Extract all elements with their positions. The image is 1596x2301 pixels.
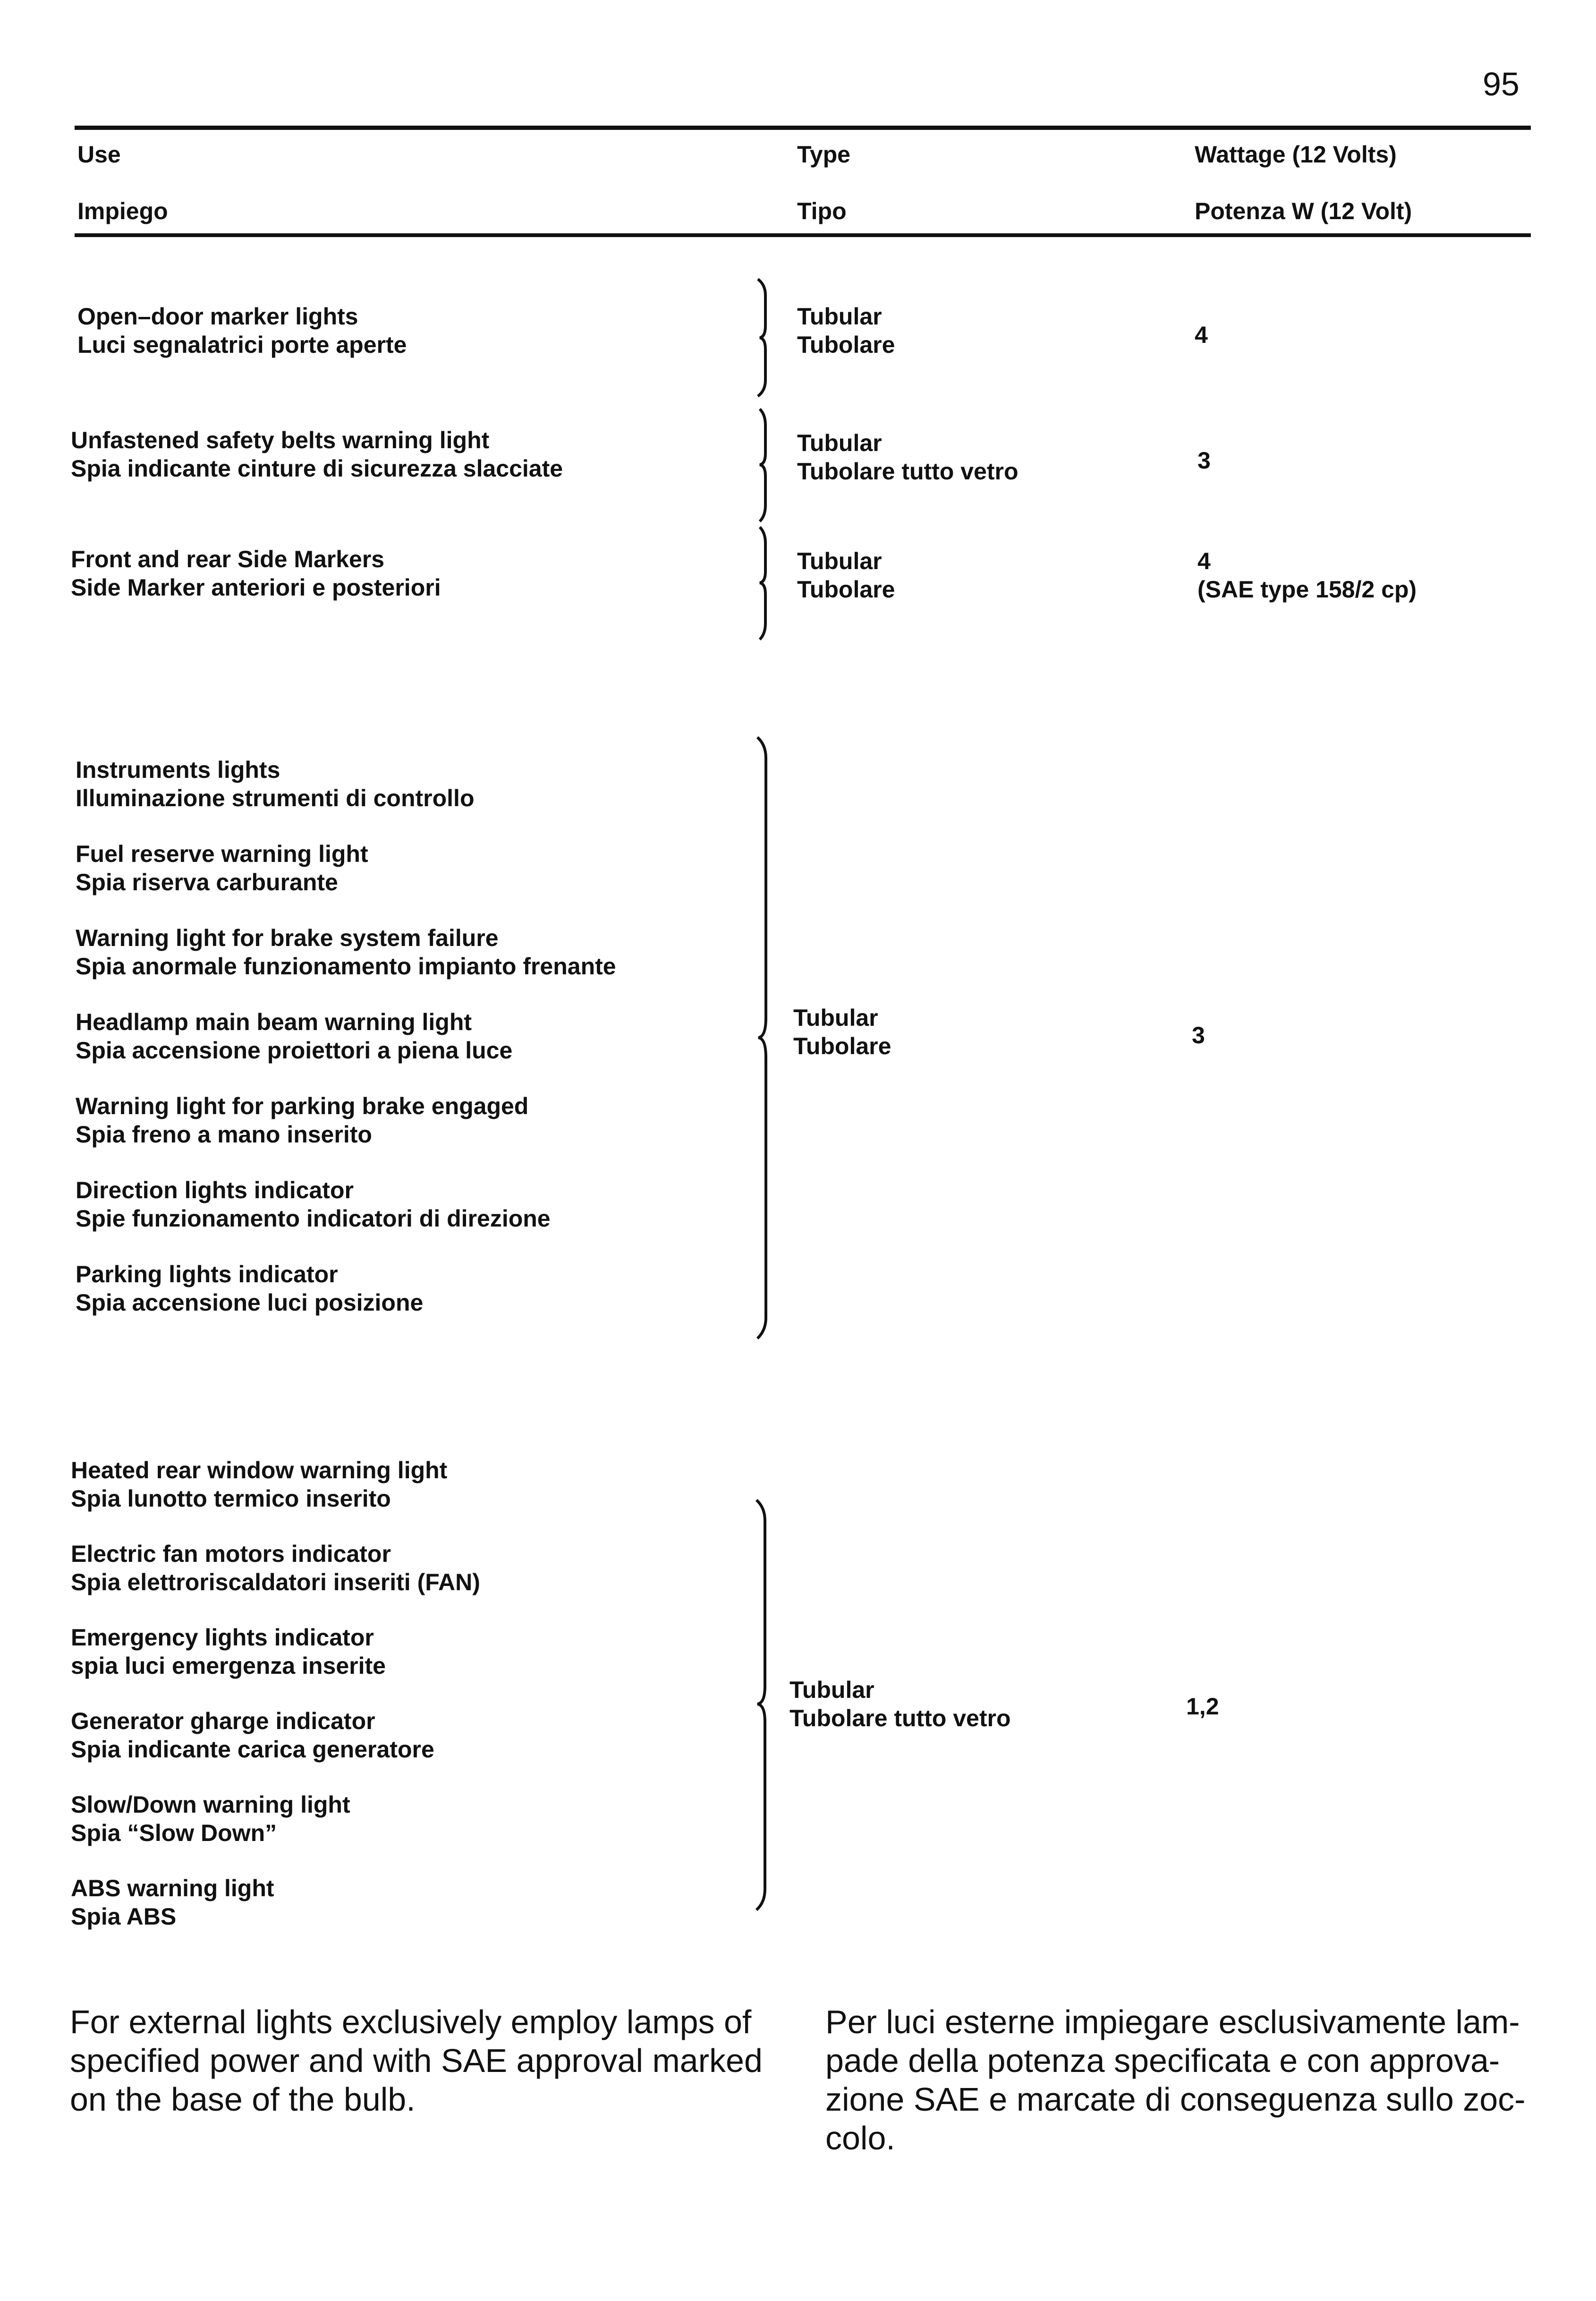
wattage-value: 3 (1197, 447, 1211, 474)
use-english: Warning light for brake system failure (76, 925, 499, 951)
use-italian: Spia freno a mano inserito (76, 1121, 372, 1148)
type-cell (790, 1676, 1011, 1732)
use-italian: Side Marker anteriori e posteriori (71, 574, 441, 601)
use-italian: Spia riserva carburante (76, 869, 338, 895)
header-potenza: Potenza W (12 Volt) (1195, 198, 1412, 224)
use-english: Direction lights indicator (76, 1177, 354, 1203)
use-italian: spia luci emergenza inserite (71, 1653, 386, 1679)
bracket-icon (745, 1497, 783, 1913)
use-english: ABS warning light (71, 1875, 274, 1901)
header-bottom-rule (75, 233, 1531, 237)
use-english: Unfastened safety belts warning light (71, 427, 490, 453)
note-line: pade della potenza specificata e con approva- (825, 2042, 1500, 2079)
header-use: Use (77, 141, 121, 168)
table-row (71, 1456, 447, 1513)
table-row (76, 924, 616, 980)
use-italian: Spie funzionamento indicatori di direzione (76, 1205, 551, 1232)
use-italian: Luci segnalatrici porte aperte (77, 332, 407, 358)
type-cell (797, 302, 895, 359)
use-english: Headlamp main beam warning light (76, 1009, 472, 1035)
note-italian (825, 2003, 1525, 2157)
use-english: Warning light for parking brake engaged (76, 1093, 529, 1119)
table-row (71, 1623, 386, 1680)
wattage-value: 3 (1192, 1022, 1205, 1048)
wattage-value: 4 (1195, 322, 1208, 348)
bracket-icon (746, 734, 784, 1341)
type-english: Tubular (797, 548, 882, 574)
table-row (71, 1874, 274, 1931)
type-italian: Tubolare tutto vetro (790, 1705, 1011, 1731)
bracket-icon (748, 276, 777, 399)
header-type: Type (797, 141, 850, 168)
use-english: Instruments lights (76, 757, 280, 783)
use-italian: Spia accensione proiettori a piena luce (76, 1037, 513, 1064)
header-top-rule (75, 126, 1531, 130)
use-english: Parking lights indicator (76, 1261, 338, 1287)
wattage-value: 1,2 (1186, 1693, 1219, 1720)
table-row (76, 840, 368, 896)
table-row (76, 1176, 551, 1233)
table-row (76, 1092, 528, 1149)
use-english: Slow/Down warning light (71, 1791, 350, 1818)
bracket-icon (748, 406, 777, 524)
table-row (77, 302, 407, 359)
use-english: Generator gharge indicator (71, 1708, 375, 1734)
type-cell (797, 547, 895, 604)
use-italian: Spia indicante cinture di sicurezza slacciate (71, 455, 563, 482)
page-number: 95 (1483, 66, 1520, 102)
table-row (76, 1008, 512, 1065)
use-english: Emergency lights indicator (71, 1624, 374, 1651)
use-italian: Spia indicante carica generatore (71, 1736, 434, 1763)
type-italian: Tubolare (797, 332, 895, 358)
table-row (71, 426, 563, 483)
note-line: on the base of the bulb. (70, 2081, 416, 2118)
use-italian: Spia “Slow Down” (71, 1820, 277, 1846)
type-english: Tubular (797, 303, 882, 330)
table-row (76, 1260, 423, 1317)
use-english: Heated rear window warning light (71, 1457, 448, 1483)
table-row (71, 1540, 480, 1596)
use-italian: Spia accensione luci posizione (76, 1289, 424, 1316)
note-line: colo. (825, 2120, 895, 2156)
use-english: Front and rear Side Markers (71, 546, 385, 572)
table-row (76, 756, 474, 812)
type-english: Tubular (790, 1677, 874, 1703)
use-english: Open–door marker lights (77, 303, 358, 330)
use-english: Fuel reserve warning light (76, 841, 368, 867)
use-italian: Spia ABS (71, 1903, 177, 1930)
note-line: For external lights exclusively employ lamps of (70, 2003, 752, 2040)
header-tipo: Tipo (797, 198, 847, 224)
type-italian: Tubolare tutto vetro (797, 458, 1019, 485)
header-impiego: Impiego (77, 198, 168, 224)
type-cell (797, 429, 1019, 486)
wattage-cell (1197, 547, 1417, 604)
type-italian: Tubolare (793, 1033, 891, 1059)
table-row (71, 545, 441, 602)
note-line: Per luci esterne impiegare esclusivamente lam- (825, 2003, 1520, 2040)
type-cell (793, 1004, 891, 1060)
bracket-icon (748, 524, 777, 642)
use-english: Electric fan motors indicator (71, 1541, 391, 1567)
type-english: Tubular (797, 430, 882, 456)
note-english (70, 2003, 763, 2119)
table-row (71, 1707, 434, 1764)
use-italian: Illuminazione strumenti di controllo (76, 785, 475, 811)
use-italian: Spia anormale funzionamento impianto frenante (76, 953, 616, 980)
table-row (71, 1790, 350, 1847)
type-italian: Tubolare (797, 576, 895, 603)
note-line: zione SAE e marcate di conseguenza sullo zoc- (825, 2081, 1526, 2118)
wattage-value: 4 (1197, 548, 1211, 574)
note-line: specified power and with SAE approval marked (70, 2042, 763, 2079)
use-italian: Spia elettroriscaldatori inseriti (FAN) (71, 1569, 480, 1595)
header-wattage: Wattage (12 Volts) (1195, 141, 1397, 168)
wattage-note: (SAE type 158/2 cp) (1197, 576, 1417, 603)
type-english: Tubular (793, 1005, 878, 1031)
use-italian: Spia lunotto termico inserito (71, 1485, 391, 1512)
